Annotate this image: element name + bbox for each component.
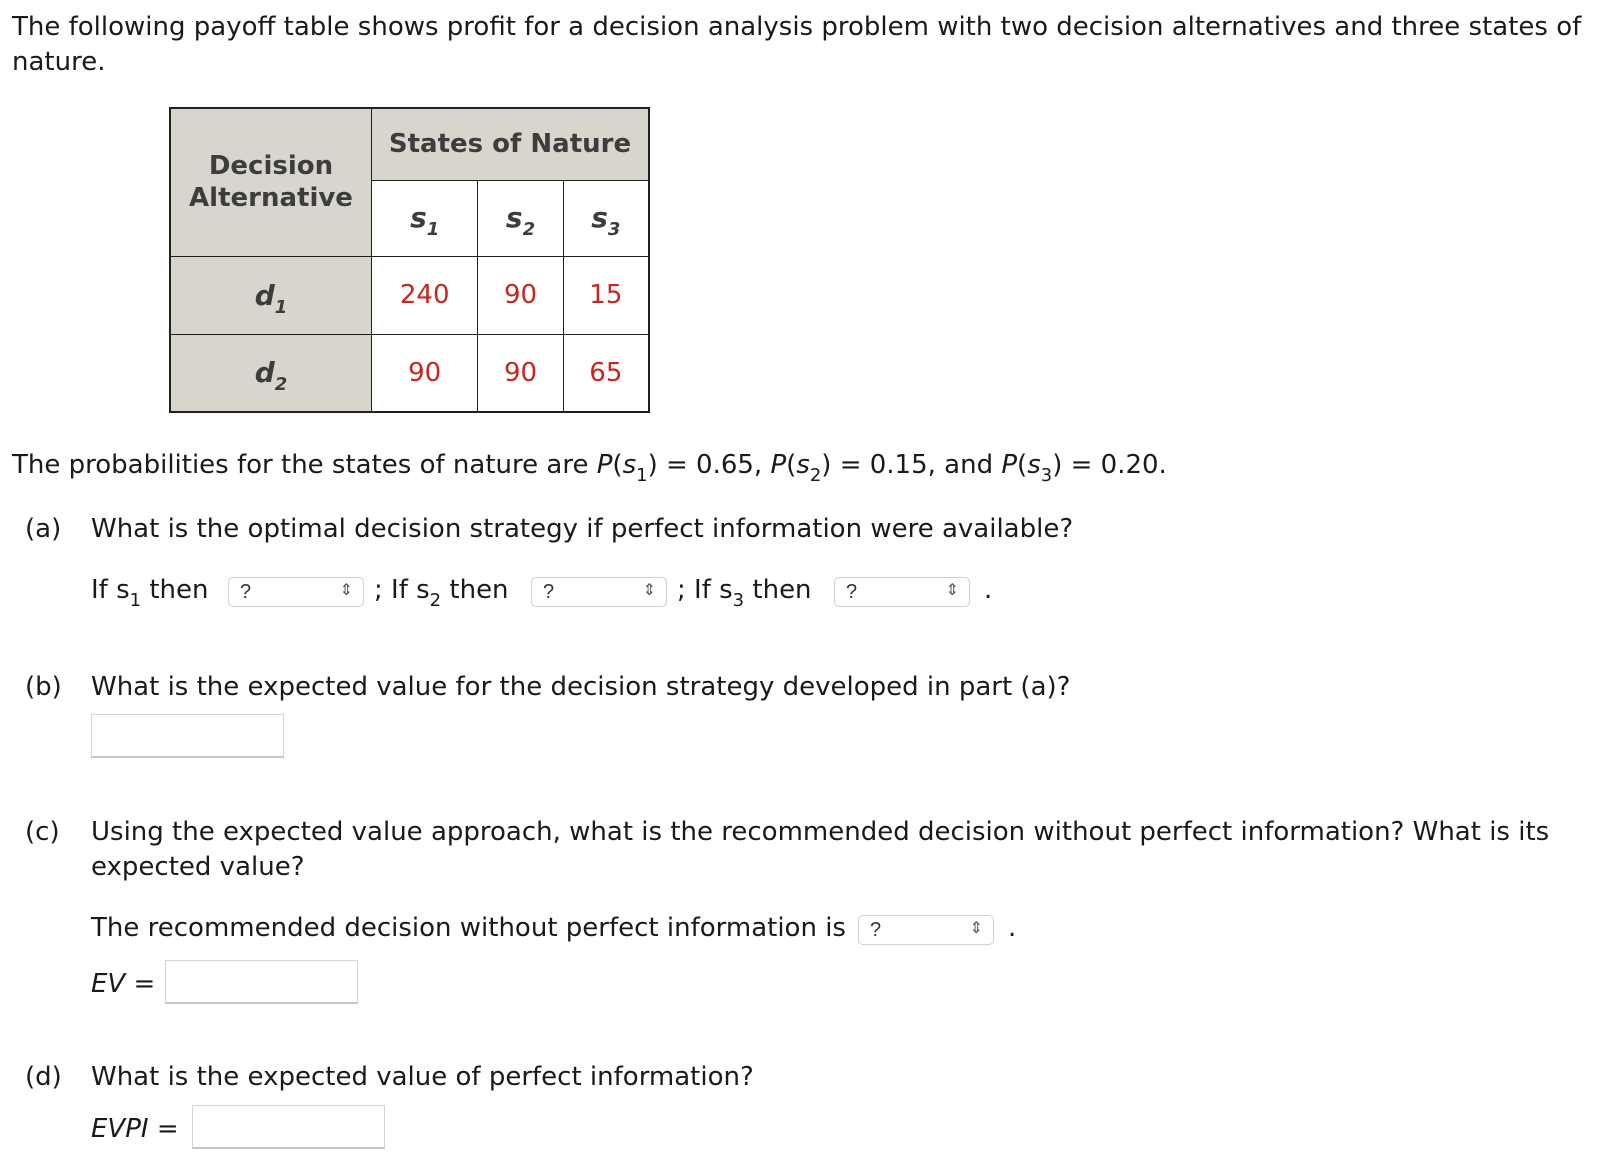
probabilities-sentence: [12, 448, 1167, 486]
header-states-of-nature: States of Nature: [372, 108, 650, 180]
prob-lead: The probabilities for the states of nature are: [12, 450, 597, 480]
part-a-if-s2: [374, 573, 509, 611]
updown-chevron-icon: ⇕: [339, 582, 353, 599]
recommended-decision-placeholder: ?: [870, 919, 882, 941]
prob-p2-value: ) = 0.15, and: [821, 450, 1002, 480]
prob-p3-open: (: [1017, 450, 1028, 480]
row-d2-sub: 2: [274, 374, 288, 396]
ev-label-text: EV: [91, 969, 126, 999]
state-s1-base: s: [410, 201, 427, 234]
part-a-s3-sub: 3: [732, 590, 745, 611]
state-s2-base: s: [505, 201, 523, 234]
state-header-s2: [478, 180, 563, 256]
part-a-then-1: then: [141, 575, 209, 605]
expected-value-strategy-input[interactable]: [91, 714, 284, 758]
part-c-period: .: [1008, 913, 1017, 943]
strategy-s1-placeholder: ?: [240, 581, 252, 603]
updown-chevron-icon: ⇕: [945, 582, 959, 599]
payoff-d2-s3: 65: [563, 334, 649, 412]
prob-p3-P: P: [1001, 450, 1018, 480]
ev-input[interactable]: [165, 960, 358, 1004]
prob-p3-value: ) = 0.20.: [1052, 450, 1167, 480]
prob-p3-s: s: [1027, 450, 1041, 480]
updown-chevron-icon: ⇕: [969, 920, 983, 937]
part-a-s2-sub: 2: [429, 590, 442, 611]
evpi-label-text: EVPI: [91, 1114, 149, 1144]
row-header-d2: [170, 334, 372, 412]
part-a-if-1: If: [91, 575, 117, 605]
state-s2-sub: 2: [522, 219, 536, 240]
state-header-s3: [563, 180, 649, 256]
part-a-s2-base: s: [416, 575, 430, 605]
intro-line-1: The following payoff table shows profit for a decision analysis problem with two decision alternatives and three states of: [12, 12, 1582, 42]
recommended-decision-select[interactable]: [858, 915, 994, 945]
ev-equals: =: [133, 969, 156, 999]
prob-p2-sub: 2: [809, 465, 822, 486]
prob-p2-open: (: [786, 450, 797, 480]
payoff-table: [169, 107, 650, 413]
payoff-d1-s3: 15: [563, 256, 649, 334]
prob-p2-P: P: [770, 450, 787, 480]
evpi-equals: =: [156, 1114, 179, 1144]
part-a-if-3: ; If: [677, 575, 720, 605]
prob-p1-P: P: [596, 450, 613, 480]
payoff-d2-s1: 90: [372, 334, 478, 412]
state-s3-sub: 3: [607, 219, 621, 240]
header-decision-line-1: Decision: [208, 151, 334, 182]
strategy-s2-select[interactable]: [531, 577, 667, 607]
strategy-s2-placeholder: ?: [543, 581, 555, 603]
part-b-question: What is the expected value for the decision strategy developed in part (a)?: [91, 672, 1071, 702]
intro-line-2: nature.: [12, 47, 106, 77]
strategy-s3-placeholder: ?: [846, 581, 858, 603]
header-decision-alternative: [170, 108, 372, 256]
state-s1-sub: 1: [426, 219, 440, 240]
part-a-if-s1: [91, 573, 209, 611]
part-a-if-2: ; If: [374, 575, 417, 605]
prob-p1-open: (: [612, 450, 623, 480]
part-a-s1-sub: 1: [129, 590, 142, 611]
part-a-s1-base: s: [116, 575, 130, 605]
prob-p3-sub: 3: [1040, 465, 1053, 486]
prob-p1-value: ) = 0.65,: [647, 450, 771, 480]
part-a-s3-base: s: [719, 575, 733, 605]
part-a-label: (a): [25, 514, 62, 544]
row-d2-base: d: [254, 356, 275, 390]
part-c-question-line-1: Using the expected value approach, what is the recommended decision without perfect information? What is its: [91, 817, 1550, 847]
payoff-d1-s1: 240: [372, 256, 478, 334]
part-a-then-2: then: [441, 575, 509, 605]
part-d-label: (d): [25, 1062, 62, 1092]
evpi-input[interactable]: [192, 1105, 385, 1149]
strategy-s3-select[interactable]: [834, 577, 970, 607]
part-d-question: What is the expected value of perfect information?: [91, 1062, 754, 1092]
prob-p1-sub: 1: [636, 465, 648, 486]
payoff-d1-s2: 90: [478, 256, 563, 334]
state-s3-base: s: [591, 201, 608, 234]
row-header-d1: [170, 256, 372, 334]
part-a-period: .: [984, 575, 993, 605]
state-header-s1: [372, 180, 478, 256]
ev-label: [91, 967, 155, 1002]
strategy-s1-select[interactable]: [228, 577, 364, 607]
prob-p1-s: s: [622, 450, 637, 480]
updown-chevron-icon: ⇕: [642, 582, 656, 599]
row-d1-base: d: [254, 278, 275, 312]
row-d1-sub: 1: [274, 296, 288, 318]
part-a-question: What is the optimal decision strategy if perfect information were available?: [91, 514, 1074, 544]
part-a-then-3: then: [744, 575, 812, 605]
prob-p2-s: s: [796, 450, 810, 480]
part-b-label: (b): [25, 672, 62, 702]
header-decision-line-2: Alternative: [189, 183, 353, 214]
evpi-label: [91, 1112, 179, 1147]
part-c-label: (c): [25, 817, 60, 847]
payoff-d2-s2: 90: [478, 334, 563, 412]
part-a-if-s3: [677, 573, 812, 611]
part-c-question-line-2: expected value?: [91, 852, 305, 882]
part-c-recommend-text: The recommended decision without perfect information is: [91, 913, 846, 943]
